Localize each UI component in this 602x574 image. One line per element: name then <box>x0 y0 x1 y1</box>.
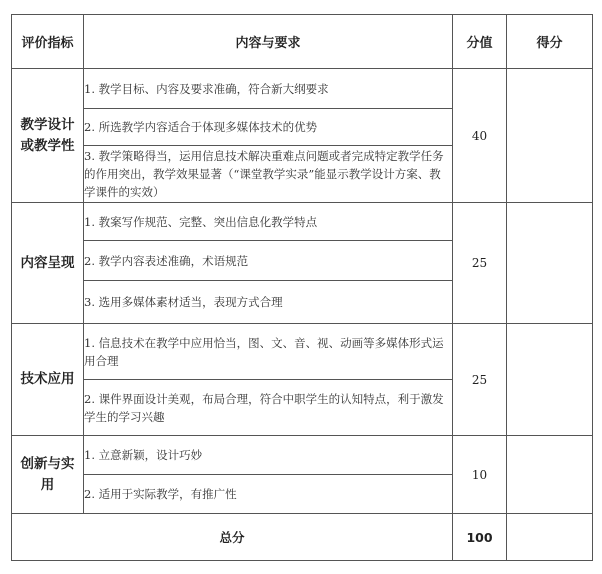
item-text: 3. 选用多媒体素材适当，表现方式合理 <box>84 281 453 324</box>
score-value: 40 <box>453 69 507 203</box>
awarded-score-cell[interactable] <box>507 324 593 436</box>
header-criteria: 评价指标 <box>12 15 84 69</box>
item-text: 2. 课件界面设计美观，布局合理，符合中职学生的认知特点，利于激发学生的学习兴趣 <box>84 380 453 436</box>
category-label: 教学设计或教学性 <box>20 116 75 154</box>
total-awarded-score-cell[interactable] <box>507 514 593 561</box>
item-text: 2. 所选教学内容适合于体现多媒体技术的优势 <box>84 109 453 146</box>
item-text: 1. 信息技术在教学中应用恰当，图、文、音、视、动画等多媒体形式运用合理 <box>84 324 453 380</box>
header-awarded-score: 得分 <box>507 15 593 69</box>
item-text: 1. 立意新颖，设计巧妙 <box>84 436 453 475</box>
item-text: 2. 教学内容表述准确，术语规范 <box>84 241 453 281</box>
total-score: 100 <box>453 514 507 561</box>
awarded-score-cell[interactable] <box>507 203 593 324</box>
category-innovation <box>12 436 84 514</box>
category-label: 内容呈现 <box>20 254 75 271</box>
total-label: 总分 <box>12 514 453 561</box>
score-value: 25 <box>453 324 507 436</box>
category-presentation <box>12 203 84 324</box>
item-text: 3. 教学策略得当，运用信息技术解决重难点问题或者完成特定教学任务的作用突出，教学效果显著（“课堂教学实录”能显示教学设计方案、教学课件的实效） <box>84 146 453 203</box>
item-text: 2. 适用于实际教学，有推广性 <box>84 475 453 514</box>
header-content: 内容与要求 <box>84 15 453 69</box>
evaluation-table <box>11 14 593 561</box>
table-row <box>12 324 593 380</box>
category-technology <box>12 324 84 436</box>
total-row <box>12 514 593 561</box>
item-text: 1. 教案写作规范、完整、突出信息化教学特点 <box>84 203 453 241</box>
awarded-score-cell[interactable] <box>507 69 593 203</box>
awarded-score-cell[interactable] <box>507 436 593 514</box>
item-text: 1. 教学目标、内容及要求准确，符合新大纲要求 <box>84 69 453 109</box>
score-value: 10 <box>453 436 507 514</box>
score-value: 25 <box>453 203 507 324</box>
category-label: 创新与实用 <box>20 455 75 493</box>
header-score-value: 分值 <box>453 15 507 69</box>
header-row <box>12 15 593 69</box>
table-row <box>12 436 593 475</box>
category-design <box>12 69 84 203</box>
table-row <box>12 203 593 241</box>
category-label: 技术应用 <box>20 371 75 387</box>
table-row <box>12 69 593 109</box>
